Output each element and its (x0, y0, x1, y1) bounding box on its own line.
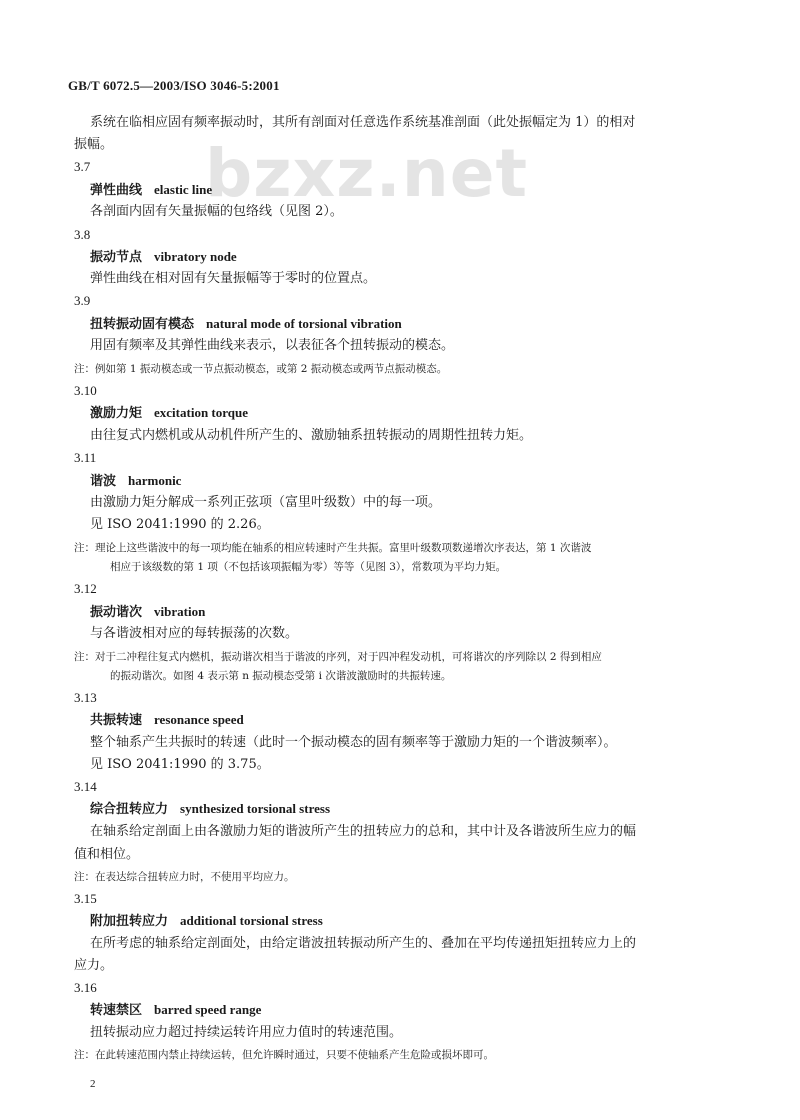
watermark: bzxz.net (205, 135, 529, 212)
definition: 各剖面内固有矢量振幅的包络线（见图 2）。 (90, 204, 343, 219)
intro-line-cont: 振幅。 (74, 137, 114, 152)
definition: 用固有频率及其弹性曲线来表示，以表征各个扭转振动的模态。 (90, 338, 455, 353)
term-zh: 弹性曲线 (90, 183, 143, 198)
definition-cont: 应力。 (74, 958, 114, 973)
term-en: synthesized torsional stress (180, 801, 330, 816)
term-heading (90, 800, 330, 819)
clause-number: 3.8 (74, 227, 91, 242)
term-heading (90, 603, 205, 622)
definition: 弹性曲线在相对固有矢量振幅等于零时的位置点。 (90, 271, 377, 286)
term-heading (90, 912, 323, 931)
note: 注：在表达综合扭转应力时，不使用平均应力。 (74, 871, 295, 883)
reference: 见 ISO 2041:1990 的 2.26。 (90, 517, 270, 532)
term-heading (90, 1001, 261, 1020)
term-en: additional torsional stress (180, 913, 323, 928)
term-zh: 激励力矩 (90, 406, 143, 421)
clause-number: 3.16 (74, 980, 97, 995)
clause-number: 3.12 (74, 581, 97, 596)
definition: 在所考虑的轴系给定剖面处，由给定谐波扭转振动所产生的、叠加在平均传递扭矩扭转应力上的 (90, 936, 637, 951)
clause-number: 3.7 (74, 159, 91, 174)
term-en: elastic line (154, 182, 213, 197)
note-cont: 的振动谐次。如图 4 表示第 n 振动模态受第 i 次谐波激励时的共振转速。 (110, 670, 452, 682)
term-heading (90, 711, 244, 730)
term-heading (90, 181, 212, 200)
note: 注：对于二冲程往复式内燃机，振动谐次相当于谐波的序列，对于四冲程发动机，可将谐次的序列除以 2 得到相应 (74, 651, 602, 663)
definition: 由往复式内燃机或从动机件所产生的、激励轴系扭转振动的周期性扭转力矩。 (90, 428, 533, 443)
clause-number: 3.10 (74, 383, 97, 398)
term-en: harmonic (128, 473, 182, 488)
intro-line: 系统在临相应固有频率振动时，其所有剖面对任意选作系统基准剖面（此处振幅定为 1）的相对 (90, 115, 636, 130)
term-en: barred speed range (154, 1002, 262, 1017)
clause-number: 3.13 (74, 690, 97, 705)
term-heading (90, 472, 181, 491)
definition: 与各谐波相对应的每转振荡的次数。 (90, 626, 299, 641)
definition: 整个轴系产生共振时的转速（此时一个振动模态的固有频率等于激励力矩的一个谐波频率）。 (90, 735, 617, 750)
standard-header: GB/T 6072.5—2003/ISO 3046-5:2001 (68, 78, 280, 93)
term-zh: 扭转振动固有模态 (90, 317, 195, 332)
note: 注：例如第 1 振动模态或一节点振动模态，或第 2 振动模态或两节点振动模态。 (74, 363, 448, 375)
definition: 由激励力矩分解成一系列正弦项（富里叶级数）中的每一项。 (90, 495, 442, 510)
note: 注：在此转速范围内禁止持续运转，但允许瞬时通过，只要不使轴系产生危险或损坏即可。 (74, 1049, 494, 1061)
term-en: vibratory node (154, 249, 237, 264)
term-en: vibration (154, 604, 206, 619)
term-en: resonance speed (154, 712, 244, 727)
clause-number: 3.11 (74, 450, 97, 465)
clause-number: 3.15 (74, 891, 97, 906)
term-zh: 附加扭转应力 (90, 914, 169, 929)
term-heading (90, 315, 402, 334)
term-heading (90, 404, 248, 423)
definition: 在轴系给定剖面上由各激励力矩的谐波所产生的扭转应力的总和，其中计及各谐波所生应力的幅 (90, 824, 637, 839)
term-zh: 谐波 (90, 474, 117, 489)
term-zh: 综合扭转应力 (90, 802, 169, 817)
term-en: excitation torque (154, 405, 249, 420)
page-number: 2 (90, 1078, 96, 1090)
term-zh: 振动节点 (90, 250, 143, 265)
clause-number: 3.14 (74, 779, 97, 794)
clause-number: 3.9 (74, 293, 91, 308)
note-cont: 相应于该级数的第 1 项（不包括该项振幅为零）等等（见图 3），常数项为平均力矩。 (110, 561, 507, 573)
definition: 扭转振动应力超过持续运转许用应力值时的转速范围。 (90, 1025, 403, 1040)
note: 注：理论上这些谐波中的每一项均能在轴系的相应转速时产生共振。富里叶级数项数递增次序表达，第 1 次谐波 (74, 542, 592, 554)
term-en: natural mode of torsional vibration (206, 316, 402, 331)
term-zh: 转速禁区 (90, 1003, 143, 1018)
term-zh: 振动谐次 (90, 605, 143, 620)
reference: 见 ISO 2041:1990 的 3.75。 (90, 757, 270, 772)
definition-cont: 值和相位。 (74, 847, 140, 862)
term-zh: 共振转速 (90, 713, 143, 728)
term-heading (90, 248, 237, 267)
